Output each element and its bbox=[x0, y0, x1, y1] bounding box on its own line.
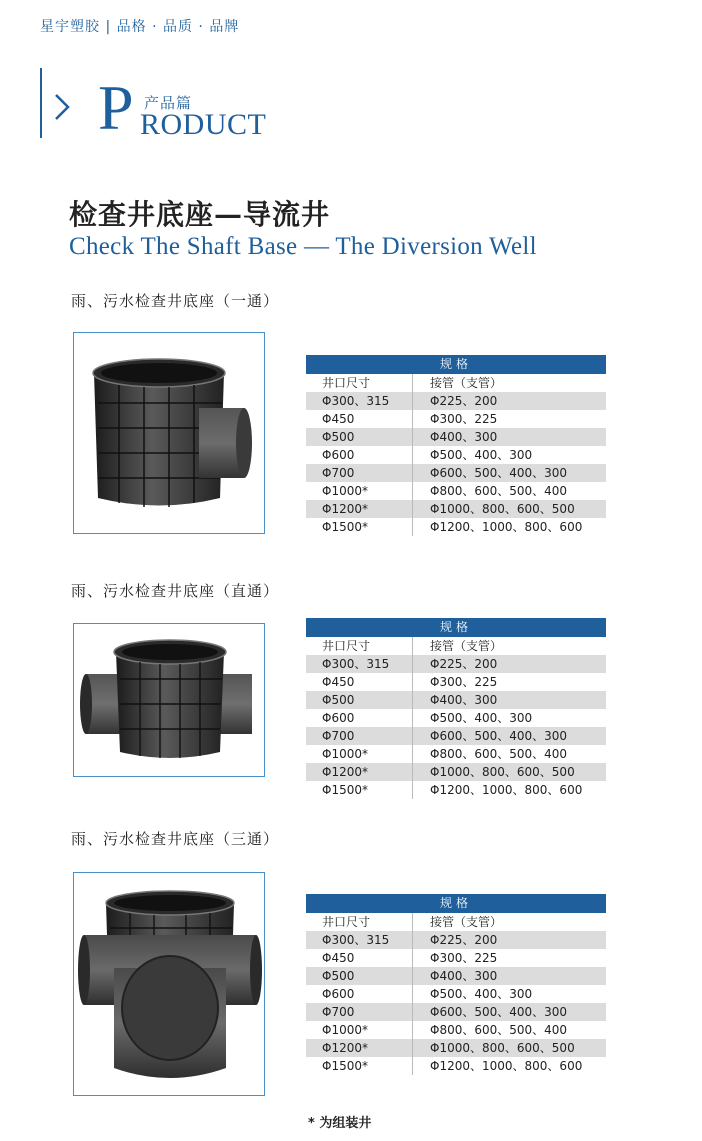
cell-pipe: Φ500、400、300 bbox=[430, 448, 533, 462]
cell-pipe: Φ800、600、500、400 bbox=[430, 1023, 568, 1037]
spec-table-one-way bbox=[306, 355, 606, 536]
product-big-letter: P bbox=[98, 72, 134, 143]
cell-pipe: Φ1000、800、600、500 bbox=[430, 502, 575, 516]
header-divider-bar bbox=[40, 68, 42, 138]
chevron-right-icon bbox=[52, 92, 72, 122]
table-row bbox=[306, 428, 606, 446]
section-title-one-way: 雨、污水检查井底座（一通） bbox=[71, 292, 280, 310]
table-row bbox=[306, 781, 606, 799]
cell-size: Φ700 bbox=[306, 727, 413, 745]
table-row bbox=[306, 691, 606, 709]
cell-size: Φ1000* bbox=[306, 745, 413, 763]
cell-size: Φ1500* bbox=[306, 1057, 413, 1075]
table-row bbox=[306, 763, 606, 781]
cell-size: Φ500 bbox=[306, 967, 413, 985]
table-row bbox=[306, 392, 606, 410]
cell-pipe: Φ300、225 bbox=[430, 675, 498, 689]
section-title-three-way: 雨、污水检查井底座（三通） bbox=[71, 830, 280, 848]
product-image-three-way bbox=[73, 872, 265, 1096]
table-row bbox=[306, 1039, 606, 1057]
cell-pipe: Φ1000、800、600、500 bbox=[430, 765, 575, 779]
table-row bbox=[306, 500, 606, 518]
cell-pipe: Φ1200、1000、800、600 bbox=[430, 783, 583, 797]
cell-size: Φ600 bbox=[306, 985, 413, 1003]
cell-size: Φ450 bbox=[306, 410, 413, 428]
cell-size: Φ1200* bbox=[306, 763, 413, 781]
table-row bbox=[306, 727, 606, 745]
cell-size: Φ300、315 bbox=[306, 931, 413, 949]
table-row bbox=[306, 745, 606, 763]
table-row bbox=[306, 464, 606, 482]
cell-pipe: Φ500、400、300 bbox=[430, 987, 533, 1001]
page-title-cn: 检查井底座—导流井 bbox=[69, 198, 331, 231]
page-title-en: Check The Shaft Base — The Diversion Well bbox=[69, 233, 537, 260]
cell-size: Φ500 bbox=[306, 691, 413, 709]
col-header-size: 井口尺寸 bbox=[306, 913, 413, 931]
cell-pipe: Φ1200、1000、800、600 bbox=[430, 1059, 583, 1073]
table-row bbox=[306, 1021, 606, 1039]
cell-size: Φ700 bbox=[306, 464, 413, 482]
cell-pipe: Φ400、300 bbox=[430, 969, 498, 983]
table-row bbox=[306, 967, 606, 985]
cell-pipe: Φ600、500、400、300 bbox=[430, 466, 568, 480]
table-row bbox=[306, 518, 606, 536]
cell-pipe: Φ225、200 bbox=[430, 657, 498, 671]
footnote: * 为组装井 bbox=[308, 1116, 372, 1131]
table-row bbox=[306, 410, 606, 428]
cell-size: Φ500 bbox=[306, 428, 413, 446]
brand-tagline: 星宇塑胶 | 品格 · 品质 · 品牌 bbox=[40, 19, 240, 35]
cell-size: Φ1200* bbox=[306, 1039, 413, 1057]
table-row bbox=[306, 931, 606, 949]
spec-table-header: 规格 bbox=[306, 355, 606, 374]
cell-size: Φ300、315 bbox=[306, 655, 413, 673]
cell-size: Φ1000* bbox=[306, 482, 413, 500]
spec-table-header: 规格 bbox=[306, 618, 606, 637]
cell-pipe: Φ400、300 bbox=[430, 430, 498, 444]
cell-pipe: Φ300、225 bbox=[430, 412, 498, 426]
cell-size: Φ1500* bbox=[306, 781, 413, 799]
table-row bbox=[306, 446, 606, 464]
spec-table-header: 规格 bbox=[306, 894, 606, 913]
cell-size: Φ300、315 bbox=[306, 392, 413, 410]
cell-size: Φ1000* bbox=[306, 1021, 413, 1039]
product-section-cn: 产品篇 bbox=[144, 94, 193, 112]
table-row bbox=[306, 655, 606, 673]
col-header-pipe: 接管（支管） bbox=[430, 639, 503, 653]
cell-pipe: Φ600、500、400、300 bbox=[430, 1005, 568, 1019]
cell-pipe: Φ800、600、500、400 bbox=[430, 747, 568, 761]
product-image-straight bbox=[73, 623, 265, 777]
cell-pipe: Φ400、300 bbox=[430, 693, 498, 707]
cell-size: Φ700 bbox=[306, 1003, 413, 1021]
spec-table-col-headers bbox=[306, 637, 606, 655]
cell-pipe: Φ225、200 bbox=[430, 933, 498, 947]
table-row bbox=[306, 949, 606, 967]
spec-table-straight bbox=[306, 618, 606, 799]
section-title-straight: 雨、污水检查井底座（直通） bbox=[71, 582, 280, 600]
spec-table-col-headers bbox=[306, 913, 606, 931]
table-row bbox=[306, 482, 606, 500]
spec-table-three-way bbox=[306, 894, 606, 1075]
col-header-size: 井口尺寸 bbox=[306, 374, 413, 392]
spec-table-col-headers bbox=[306, 374, 606, 392]
cell-pipe: Φ800、600、500、400 bbox=[430, 484, 568, 498]
cell-pipe: Φ500、400、300 bbox=[430, 711, 533, 725]
cell-size: Φ1200* bbox=[306, 500, 413, 518]
cell-size: Φ1500* bbox=[306, 518, 413, 536]
col-header-pipe: 接管（支管） bbox=[430, 915, 503, 929]
table-row bbox=[306, 985, 606, 1003]
table-row bbox=[306, 1057, 606, 1075]
cell-pipe: Φ300、225 bbox=[430, 951, 498, 965]
col-header-pipe: 接管（支管） bbox=[430, 376, 503, 390]
cell-pipe: Φ1000、800、600、500 bbox=[430, 1041, 575, 1055]
cell-size: Φ450 bbox=[306, 673, 413, 691]
table-row bbox=[306, 709, 606, 727]
cell-pipe: Φ225、200 bbox=[430, 394, 498, 408]
cell-size: Φ600 bbox=[306, 709, 413, 727]
cell-pipe: Φ600、500、400、300 bbox=[430, 729, 568, 743]
table-row bbox=[306, 673, 606, 691]
cell-size: Φ450 bbox=[306, 949, 413, 967]
product-image-one-way bbox=[73, 332, 265, 534]
product-word: RODUCT bbox=[140, 108, 267, 141]
col-header-size: 井口尺寸 bbox=[306, 637, 413, 655]
cell-size: Φ600 bbox=[306, 446, 413, 464]
cell-pipe: Φ1200、1000、800、600 bbox=[430, 520, 583, 534]
table-row bbox=[306, 1003, 606, 1021]
